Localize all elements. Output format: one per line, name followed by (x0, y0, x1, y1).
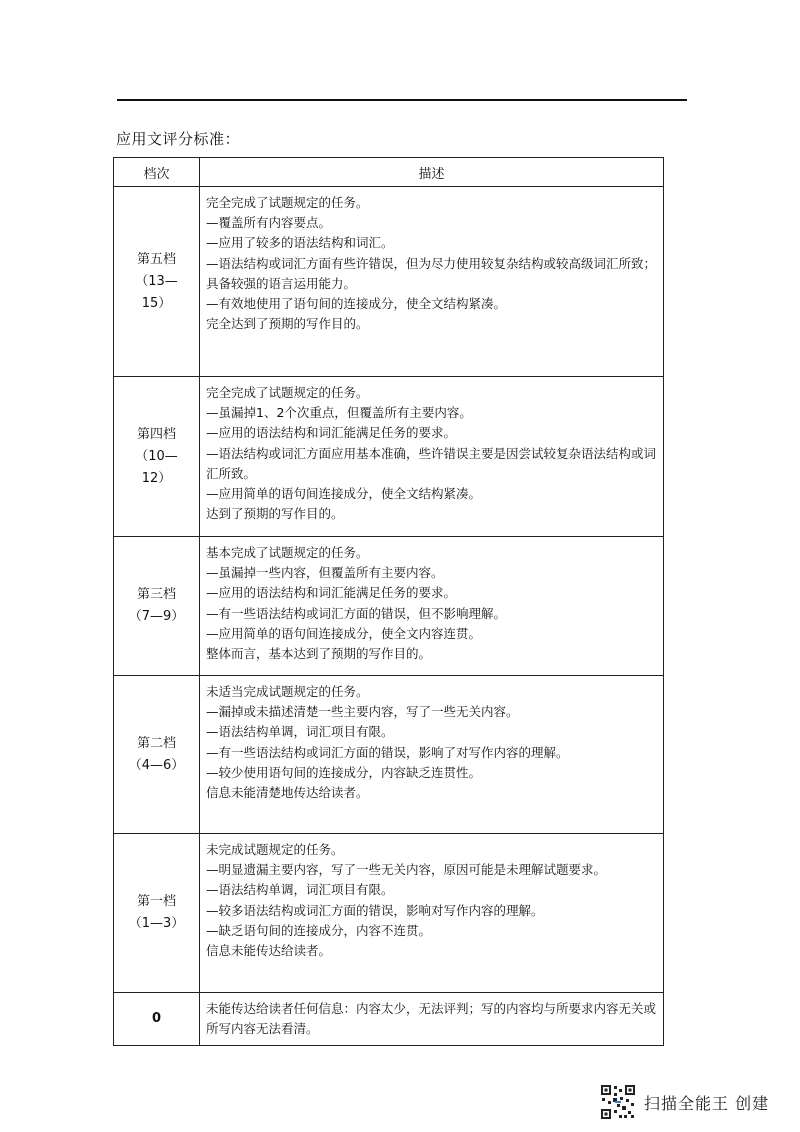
desc-line: —应用的语法结构和词汇能满足任务的要求。 (206, 425, 457, 441)
table-row (114, 676, 664, 834)
level-cell (114, 676, 200, 834)
desc-line: 信息未能清楚地传达给读者。 (206, 785, 369, 801)
level-name: 第四档 (136, 426, 176, 442)
desc-line: —缺乏语句间的连接成分，内容不连贯。 (206, 922, 432, 938)
level-range: （10— (135, 448, 178, 464)
description-cell (200, 377, 664, 537)
desc-line: —语法结构或词汇方面应用基本准确，些许错误主要是因尝试较复杂语法结构或词汇所致。 (206, 445, 657, 481)
top-rule (117, 99, 687, 101)
table-row (114, 993, 664, 1046)
level-range: （7—9） (128, 609, 185, 624)
desc-line: 未适当完成试题规定的任务。 (206, 684, 369, 699)
header-level: 档次 (114, 158, 200, 187)
level-name: 0 (151, 1011, 162, 1027)
level-cell (114, 993, 200, 1046)
desc-line: —应用的语法结构和词汇能满足任务的要求。 (206, 585, 457, 601)
scanner-credit: 扫描全能王 创建 (644, 1093, 770, 1113)
table-row (114, 377, 664, 537)
desc-line: —明显遗漏主要内容，写了一些无关内容，原因可能是未理解试题要求。 (206, 862, 607, 878)
level-name: 第二档 (136, 735, 176, 751)
level-name: 第五档 (136, 251, 176, 267)
desc-line: —漏掉或未描述清楚一些主要内容，写了一些无关内容。 (206, 704, 519, 720)
description-cell (200, 834, 664, 993)
scanner-watermark (600, 1084, 769, 1120)
desc-line: —有一些语法结构或词汇方面的错误，但不影响理解。 (206, 605, 507, 621)
level-name: 第一档 (136, 894, 176, 909)
desc-line: 基本完成了试题规定的任务。 (206, 545, 369, 560)
desc-line: —语法结构或词汇方面有些许错误，但为尽力使用较复杂结构或较高级词汇所致；具备较强的语言运用能力。 (206, 255, 657, 291)
rubric-table (113, 157, 664, 1046)
desc-line: 未完成试题规定的任务。 (206, 842, 344, 857)
description-cell (200, 187, 664, 377)
level-range: （13— (135, 273, 178, 289)
level-cell (114, 187, 200, 377)
level-range: 15） (141, 295, 172, 311)
desc-line: —应用简单的语句间连接成分，使全文内容连贯。 (206, 625, 482, 641)
desc-line: —虽漏掉1、2个次重点，但覆盖所有主要内容。 (206, 405, 472, 421)
table-row (114, 537, 664, 676)
level-range: （1—3） (128, 916, 185, 931)
description-cell (200, 993, 664, 1046)
desc-line: 完全完成了试题规定的任务。 (206, 195, 369, 210)
table-row (114, 834, 664, 993)
level-name: 第三档 (136, 587, 176, 602)
page-heading: 应用文评分标准： (116, 130, 241, 148)
desc-line: —有效地使用了语句间的连接成分，使全文结构紧凑。 (206, 296, 507, 312)
description-cell (200, 537, 664, 676)
level-range: 12） (141, 470, 172, 486)
header-description: 描述 (200, 158, 664, 187)
desc-line: —有一些语法结构或词汇方面的错误，影响了对写作内容的理解。 (206, 744, 569, 760)
desc-line: —覆盖所有内容要点。 (206, 215, 332, 231)
desc-line: —较多语法结构或词汇方面的错误，影响对写作内容的理解。 (206, 902, 544, 918)
desc-line: 达到了预期的写作目的。 (206, 506, 344, 522)
desc-line: 未能传达给读者任何信息：内容太少，无法评判；写的内容均与所要求内容无关或所写内容无法看清。 (206, 1001, 657, 1037)
level-cell (114, 537, 200, 676)
desc-line: —较少使用语句间的连接成分，内容缺乏连贯性。 (206, 764, 482, 780)
desc-line: 完全达到了预期的写作目的。 (206, 316, 369, 332)
desc-line: 完全完成了试题规定的任务。 (206, 385, 369, 400)
description-cell (200, 676, 664, 834)
table-header-row (114, 158, 664, 187)
desc-line: —语法结构单调，词汇项目有限。 (206, 882, 394, 898)
qr-code-icon (600, 1084, 636, 1120)
desc-line: —应用简单的语句间连接成分，使全文结构紧凑。 (206, 486, 482, 502)
desc-line: —应用了较多的语法结构和词汇。 (206, 235, 394, 251)
desc-line: 整体而言，基本达到了预期的写作目的。 (206, 646, 432, 662)
level-cell (114, 377, 200, 537)
level-range: （4—6） (128, 757, 185, 773)
desc-line: —虽漏掉一些内容，但覆盖所有主要内容。 (206, 565, 444, 581)
table-row (114, 187, 664, 377)
desc-line: —语法结构单调，词汇项目有限。 (206, 724, 394, 740)
desc-line: 信息未能传达给读者。 (206, 943, 332, 959)
level-cell (114, 834, 200, 993)
